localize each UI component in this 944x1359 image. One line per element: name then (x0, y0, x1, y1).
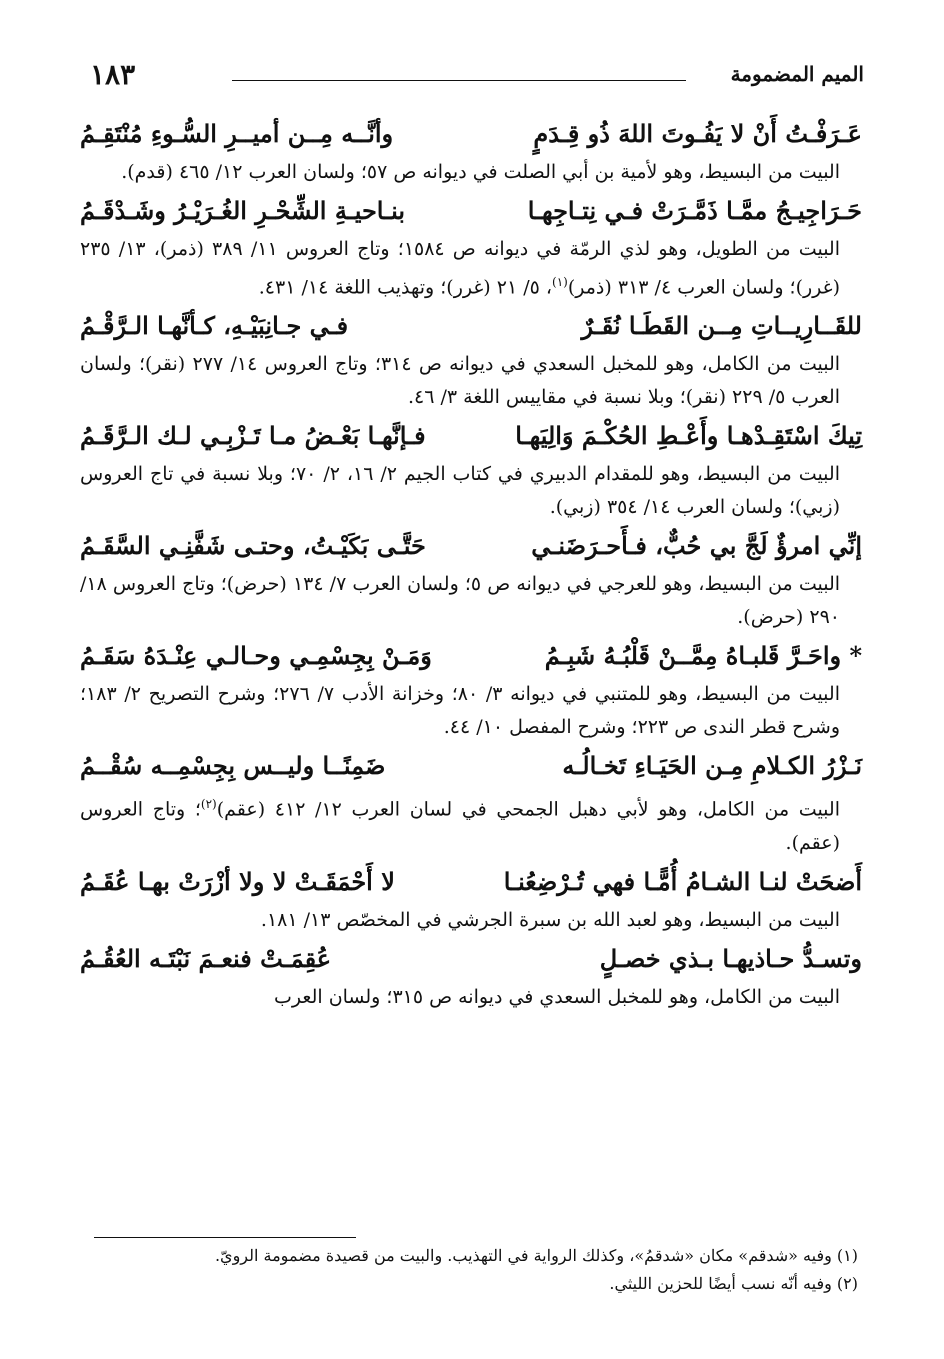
verse-line (80, 744, 862, 788)
verse-entry-1 (80, 112, 862, 189)
verse-second-hemistich: فـي جـانِبَيْـهِ، كـأنَّهـا الـرَّقْـمُ (80, 311, 349, 341)
verse-note: البيت من البسيط، وهو لأمية بن أبي الصلت في ديوانه ص ٥٧؛ ولسان العرب ١٢/ ٤٦٥ (قدم). (121, 161, 840, 183)
verse-entry-2 (80, 189, 862, 304)
verse-second-hemistich: ضَمِنًــا وليــس بِجِسْمِــه سُقْــمُ (80, 751, 386, 781)
page-number: ١٨٣ (90, 58, 136, 91)
footnote-2: (٢) وفيه أنّه نسب أيضًا للحزين الليثي. (609, 1274, 858, 1293)
verse-note: البيت من الطويل، وهو لذي الرمّة في ديوانه ص ١٥٨٤؛ وتاج العروس ١١/ ٣٨٩ (ذمر)، ١٣/ ٢٣٥ (غرر)؛ ولسان العرب ٤/ ٣١٣ (ذمر)$^{(١)}$، ٥/ ٢١ (غرر)؛ وتهذيب اللغة ١٤/ ٤٣١. (80, 238, 840, 299)
verse-line (80, 414, 862, 458)
verse-entry-9 (80, 937, 862, 1014)
verse-second-hemistich: حَتَّـى بَكَيْـتُ، وحتـى شَفَّنِـي السَّقَـمُ (80, 531, 426, 561)
footnotes (150, 1242, 858, 1298)
verse-second-hemistich: بنـاحيـةِ الشِّحْـرِ الغُـرَيْـرُ وشَـدْقَـمُ (80, 196, 406, 225)
verse-second-hemistich: وَمَـنْ بِجِسْمِـي وحـالـي عِنْـدَهُ سَقَـمُ (80, 641, 432, 671)
verse-first-hemistich: * واحَـرَّ قَلبـاهُ مِمَّــنْ قَلْبُـهُ شَبِـمُ (544, 641, 862, 671)
verse-entry-6 (80, 634, 862, 744)
verse-first-hemistich: نَـزْرُ الكـلامِ مِـن الحَيَـاءِ تَخـالُـه (562, 751, 862, 781)
verse-line (80, 937, 862, 981)
verse-line (80, 524, 862, 568)
verse-first-hemistich: حَـرَاجِيـجُ ممَّـا ذَمَّـرَتْ فـي نِتـاجِهـا (527, 196, 862, 225)
footnote-1: (١) وفيه «شدقم» مكان «شدقمُ»، وكذلك الرواية في التهذيب. والبيت من قصيدة مضمومة الرويّ. (214, 1246, 858, 1265)
verse-entry-5 (80, 524, 862, 634)
verse-line (80, 112, 862, 156)
footnote-marker-2: (٢) (200, 797, 217, 812)
verse-first-hemistich: وتسـدُّ حـاذيهـا بـذي خصـلٍ (599, 943, 862, 973)
verse-note: البيت من الكامل، وهو للمخبل السعدي في ديوانه ص ٣١٥؛ ولسان العرب (274, 985, 840, 1008)
verse-first-hemistich: للقَــارِيــاتِ مِــن القَطَـا نُقَـرٌ (581, 311, 862, 341)
verse-first-hemistich: عَـرَفْـتُ أَنْ لا يَفُـوتَ اللهَ ذُو قِـدَمٍ (533, 119, 862, 148)
verse-note: البيت من الكامل، وهو لأبي دهبل الجمحي في لسان العرب ١٢/ ٤١٢ (عقم)$^{(٢)}$؛ وتاج العروس (عقم). (80, 797, 840, 854)
verse-second-hemistich: عُقِمَـتْ فنعـمَ نَبْتَـه العُقُـمُ (80, 943, 332, 973)
verse-entry-4 (80, 414, 862, 524)
verse-line (80, 860, 862, 904)
verse-first-hemistich: تِيكَ اسْتَقِـدْهـا وأَعْـطِ الحُكْـمَ وَالِيَهـا (515, 421, 862, 451)
verse-entry-8 (80, 860, 862, 937)
verse-line (80, 634, 862, 678)
verse-note: البيت من البسيط، وهو لعبد الله بن سبرة الجرشي في المخصّص ١٣/ ١٨١. (260, 908, 840, 931)
verse-second-hemistich: لا أَحْمَقَـتْ لا ولا أزْرَتْ بهـا عُقَـمُ (80, 866, 395, 896)
verse-entry-3 (80, 304, 862, 414)
verse-note: البيت من البسيط، وهو للعرجي في ديوانه ص ٥؛ ولسان العرب ٧/ ١٣٤ (حرض)؛ وتاج العروس ١٨/ ٢٩٠ (حرض). (80, 573, 841, 629)
verse-line (80, 189, 862, 233)
verse-first-hemistich: أَضحَتْ لنـا الشـامُ أُمًّـا فهي تُـرْضِعُنـا (503, 866, 862, 896)
verse-line (80, 304, 862, 348)
verse-note: البيت من البسيط، وهو للمتنبي في ديوانه ٣/ ٨٠؛ وخزانة الأدب ٧/ ٢٧٦؛ وشرح التصريح ٢/ ١٨٣؛ وشرح قطر الندى ص ٢٢٣؛ وشرح المفصل ١٠/ ٤٤. (80, 683, 840, 739)
verse-first-hemistich: إنِّي امرؤٌ لَجَّ بي حُبٌّ، فـأَحـرَضَنـي (531, 531, 862, 561)
header-rule (232, 80, 686, 81)
verse-entry-7 (80, 744, 862, 859)
verse-second-hemistich: فـإنَّهـا بَعْـضُ مـا تَـزْبِـي لـك الـرَّقَـمُ (80, 421, 426, 451)
footnote-rule (94, 1237, 356, 1238)
verse-note: البيت من الكامل، وهو للمخبل السعدي في ديوانه ص ٣١٤؛ وتاج العروس ١٤/ ٢٧٧ (نقر)؛ ولسان العرب ٥/ ٢٢٩ (نقر)؛ وبلا نسبة في مقاييس اللغة ٣/ ٤٦. (80, 353, 841, 409)
running-title: الميم المضمومة (730, 62, 864, 86)
page-header (84, 58, 864, 98)
footnote-marker-1: (١) (552, 275, 568, 289)
verse-entries (80, 112, 862, 1014)
verse-second-hemistich: وأنَّــه مِــن أميــرِ السُّـوءِ مُنْتَقِـمُ (80, 119, 394, 148)
verse-note: البيت من البسيط، وهو للمقدام الدبيري في كتاب الجيم ٢/ ١٦، ٢/ ٧٠؛ وبلا نسبة في تاج العروس (زبي)؛ ولسان العرب ١٤/ ٣٥٤ (زبي). (80, 463, 840, 519)
